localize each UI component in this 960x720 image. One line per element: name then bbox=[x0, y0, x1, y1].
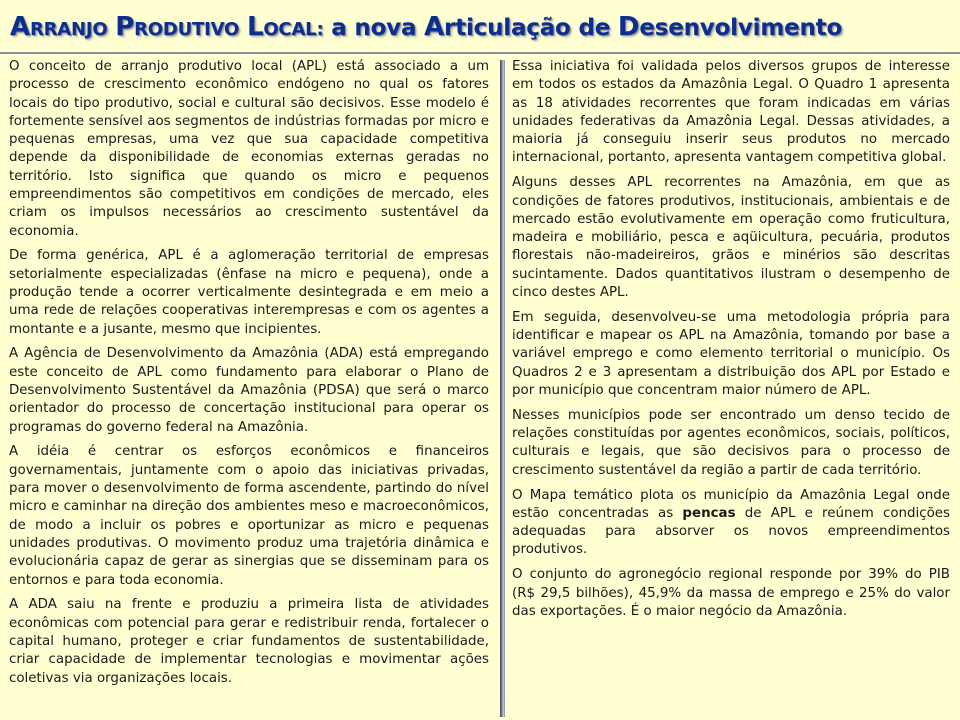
title-initial: P bbox=[115, 12, 135, 42]
page-title bbox=[10, 12, 842, 42]
paragraph: O conceito de arranjo produtivo local (APL) está associado a um processo de crescimento econômico endógeno no qual os fatores locais do tipo produtivo, social e cultural são decisivos. Esse modelo é fortemente sensível aos segmentos de indústrias formadas por micro e pequenas empresas, uma vez que sua capacidade competitiva depende da disponibilidade de economias externas geradas no território. Isto significa que quando os micro e pequenos empreendimentos são competitivos em condições de mercado, eles criam os impulsos necessários ao crescimento sustentável da economia. bbox=[9, 59, 489, 239]
right-column bbox=[512, 58, 950, 628]
title-initial: D bbox=[617, 12, 640, 42]
paragraph: A idéia é centrar os esforços econômicos e financeiros governamentais, juntamente com o apoio das iniciativas privadas, para mover o desenvolvimento de forma ascendente, partindo do nível micro e caminhar na direção dos ambientes meso e macroeconômicos, de modo a incluir os pobres e oportunizar as micro e pequenas unidades produtivas. O movimento produz uma trajetória dinâmica e evolucionária capaz de gerar as sinergias que se disseminam para os entornos e para toda economia. bbox=[9, 444, 489, 588]
column-divider bbox=[500, 60, 505, 717]
title-word: OCAL: bbox=[263, 19, 324, 40]
paragraph: De forma genérica, APL é a aglomeração territorial de empresas setorialmente especializadas (ênfase na micro e pequena), onde a produção tende a ocorrer verticalmente desintegrada e em meio a uma rede de relações cooperativas interempresas e com os agentes a montante e a jusante, mesmo que incipientes. bbox=[9, 248, 489, 337]
title-initial: L bbox=[246, 12, 264, 42]
title-word: a nova bbox=[331, 15, 417, 41]
title-initial: A bbox=[424, 12, 445, 42]
paragraph: O conjunto do agronegócio regional responde por 39% do PIB (R$ 29,5 bilhões), 45,9% da massa de emprego e 25% do valor das exportações. É o maior negócio da Amazônia. bbox=[512, 567, 950, 619]
paragraph: Essa iniciativa foi validada pelos diversos grupos de interesse em todos os estados da Amazônia Legal. O Quadro 1 apresenta as 18 atividades recorrentes que foram indicadas em várias unidades federativas da Amazônia Legal. Dessas atividades, a maioria já conseguiu inserir seus produtos no mercado internacional, portanto, apresenta vantagem competitiva global. bbox=[512, 59, 950, 166]
title-word: RRANJO bbox=[29, 19, 108, 40]
paragraph: Nesses municípios pode ser encontrado um denso tecido de relações constituídas por agentes econômicos, sociais, políticos, culturais e legais, que são decisivos para o processo de crescimento sustentável da região a partir de cada território. bbox=[512, 407, 950, 478]
paragraph-text: O Mapa temático plota os município da Amazônia Legal onde estão concentradas as bbox=[512, 487, 950, 521]
title-bar bbox=[0, 0, 960, 56]
paragraph: Alguns desses APL recorrentes na Amazônia, em que as condições de fatores produtivos, institucionais, ambientais e de mercado estão evolutivamente em operação como fruticultura, madeira e mobiliário, pesca e aqüicultura, pecuária, produtos florestais não-madeireiros, grãos e minérios são descritas sucintamente. Dados quantitativos ilustram o desempenho de cinco destes APL. bbox=[512, 175, 950, 301]
paragraph: Em seguida, desenvolveu-se uma metodologia própria para identificar e mapear os APL na Amazônia, tomando por base a variável emprego e como elemento territorial o município. Os Quadros 2 e 3 apresentam a distribuição dos APL por Estado e por município que concentram maior número de APL. bbox=[512, 309, 950, 399]
title-word: RODUTIVO bbox=[134, 19, 240, 40]
paragraph: A ADA saiu na frente e produziu a primeira lista de atividades econômicas com potencial para gerar e redistribuir renda, fortalecer o capital humano, proteger e criar fundamentos de sustentabilidade, criar capacidade de implementar tecnologias e movimentar ações coletivas via organizações locais. bbox=[9, 597, 489, 686]
title-underline bbox=[0, 52, 960, 54]
title-word: rticulação de bbox=[444, 15, 611, 41]
title-initial: A bbox=[10, 12, 30, 42]
paragraph-text: de APL e reúnem condições adequadas para absorver os novos empreendimentos produtivos. bbox=[512, 505, 950, 558]
left-column bbox=[9, 58, 489, 694]
paragraph: A Agência de Desenvolvimento da Amazônia (ADA) está empregando este conceito de APL como fundamento para elaborar o Plano de Desenvolvimento Sustentável da Amazônia (PDSA) que será o marco orientador do processo de concertação institucional para operar os programas do governo federal na Amazônia. bbox=[9, 346, 489, 435]
title-word: esenvolvimento bbox=[639, 15, 843, 41]
paragraph bbox=[512, 487, 950, 560]
emphasis-text: pencas bbox=[682, 505, 736, 521]
